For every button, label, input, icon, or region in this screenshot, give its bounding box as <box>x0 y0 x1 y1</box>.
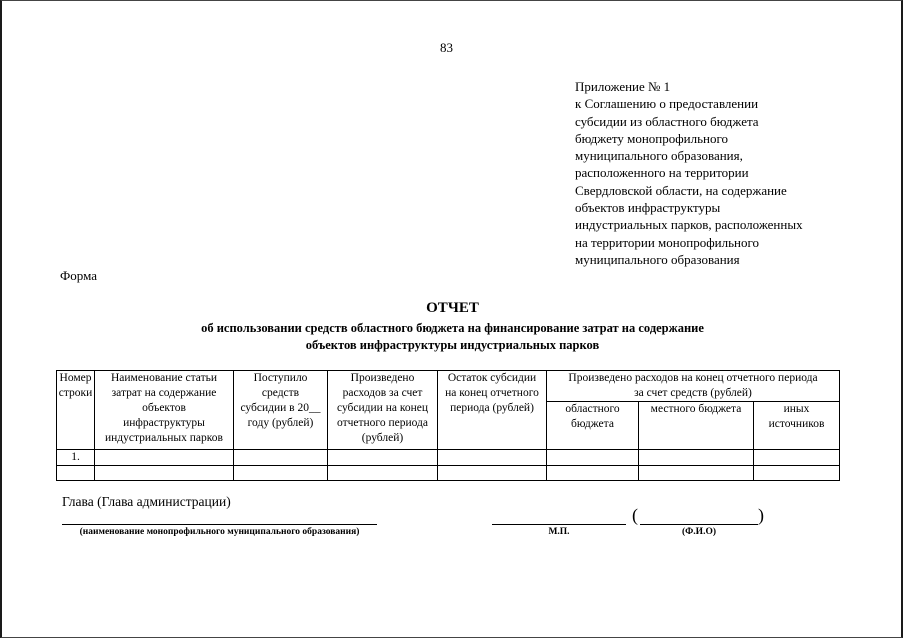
report-subtitle-line: объектов инфраструктуры индустриальных парков <box>305 338 600 352</box>
header-text: иных <box>783 403 810 415</box>
header-text: областного <box>565 403 620 415</box>
appendix-line: муниципального образования <box>575 251 740 267</box>
appendix-line: индустриальных парков, расположенных <box>575 217 803 233</box>
table-cell <box>234 450 328 466</box>
table-row <box>57 450 840 466</box>
header-text: местного бюджета <box>650 403 742 415</box>
report-title: ОТЧЕТ <box>426 300 479 316</box>
header-local-budget <box>639 402 754 450</box>
header-row-number <box>57 371 95 450</box>
paren-close: ) <box>758 505 764 525</box>
report-subtitle <box>0 320 905 354</box>
signature-title: Глава (Глава администрации) <box>62 494 231 509</box>
report-subtitle-line: об использовании средств областного бюджета на финансирование затрат на содержание <box>201 321 704 335</box>
report-table <box>56 370 840 481</box>
appendix-line: Приложение № 1 <box>575 79 671 94</box>
header-text: периода (рублей) <box>450 402 534 414</box>
header-spent <box>328 371 438 450</box>
header-text: Произведено <box>350 372 415 384</box>
table-cell <box>328 450 438 466</box>
header-text: году (рублей) <box>247 417 314 429</box>
stamp-caption: М.П. <box>548 527 570 537</box>
table-cell: 1. <box>57 450 95 466</box>
table-cell <box>438 466 547 481</box>
table-cell <box>95 450 234 466</box>
table-cell <box>639 450 754 466</box>
appendix-line: расположенного на территории <box>575 165 749 181</box>
table-cell <box>547 450 639 466</box>
org-caption: (наименование монопрофильного муниципального образования) <box>79 527 360 537</box>
table-cell <box>639 466 754 481</box>
fio-line <box>640 524 758 525</box>
table-cell <box>95 466 234 481</box>
header-item-name <box>95 371 234 450</box>
fio-caption: (Ф.И.О) <box>681 527 716 537</box>
table-cell <box>754 466 840 481</box>
header-regional-budget <box>547 402 639 450</box>
header-text: (рублей) <box>361 432 404 444</box>
appendix-line: муниципального образования, <box>575 148 743 164</box>
appendix-line: на территории монопрофильного <box>575 234 759 250</box>
header-text: объектов <box>142 402 186 414</box>
header-text: за счет средств (рублей) <box>634 387 752 399</box>
table-header-row <box>57 371 840 402</box>
header-text: Поступило <box>253 372 308 384</box>
header-other-sources <box>754 402 840 450</box>
signature-line <box>492 524 626 525</box>
form-label: Форма <box>60 268 97 283</box>
header-text: источников <box>768 418 825 430</box>
appendix-line: к Соглашению о предоставлении <box>575 96 759 112</box>
header-text: Наименование статьи <box>110 372 218 384</box>
header-received <box>234 371 328 450</box>
header-text: строки <box>58 387 93 399</box>
header-text: инфраструктуры <box>123 417 205 429</box>
header-text: Остаток субсидии <box>447 372 537 384</box>
table-row <box>57 466 840 481</box>
table-cell <box>438 450 547 466</box>
table-cell <box>547 466 639 481</box>
header-text: отчетного периода <box>336 417 429 429</box>
header-text: Произведено расходов на конец отчетного периода <box>568 372 818 384</box>
header-text: субсидии в 20__ <box>240 402 321 414</box>
header-text: средств <box>261 387 300 399</box>
appendix-line: объектов инфраструктуры <box>575 200 721 216</box>
org-signature-line <box>62 524 377 525</box>
header-text: индустриальных парков <box>105 432 223 444</box>
header-text: бюджета <box>571 418 614 430</box>
header-text: расходов за счет <box>342 387 423 399</box>
header-text: затрат на содержание <box>111 387 217 399</box>
header-balance <box>438 371 547 450</box>
page-number: 83 <box>440 40 453 55</box>
paren-open: ( <box>632 505 638 525</box>
table-cell <box>328 466 438 481</box>
header-text: Номер <box>59 372 92 384</box>
appendix-line: Свердловской области, на содержание <box>575 182 787 198</box>
header-expenses-group <box>547 371 840 402</box>
appendix-line: бюджету монопрофильного <box>575 130 729 146</box>
header-text: на конец отчетного <box>445 387 539 399</box>
table-cell <box>57 466 95 481</box>
header-text: субсидии на конец <box>337 402 428 414</box>
table-cell <box>754 450 840 466</box>
appendix-line: субсидии из областного бюджета <box>575 113 759 129</box>
appendix-note <box>575 78 875 268</box>
table-cell <box>234 466 328 481</box>
